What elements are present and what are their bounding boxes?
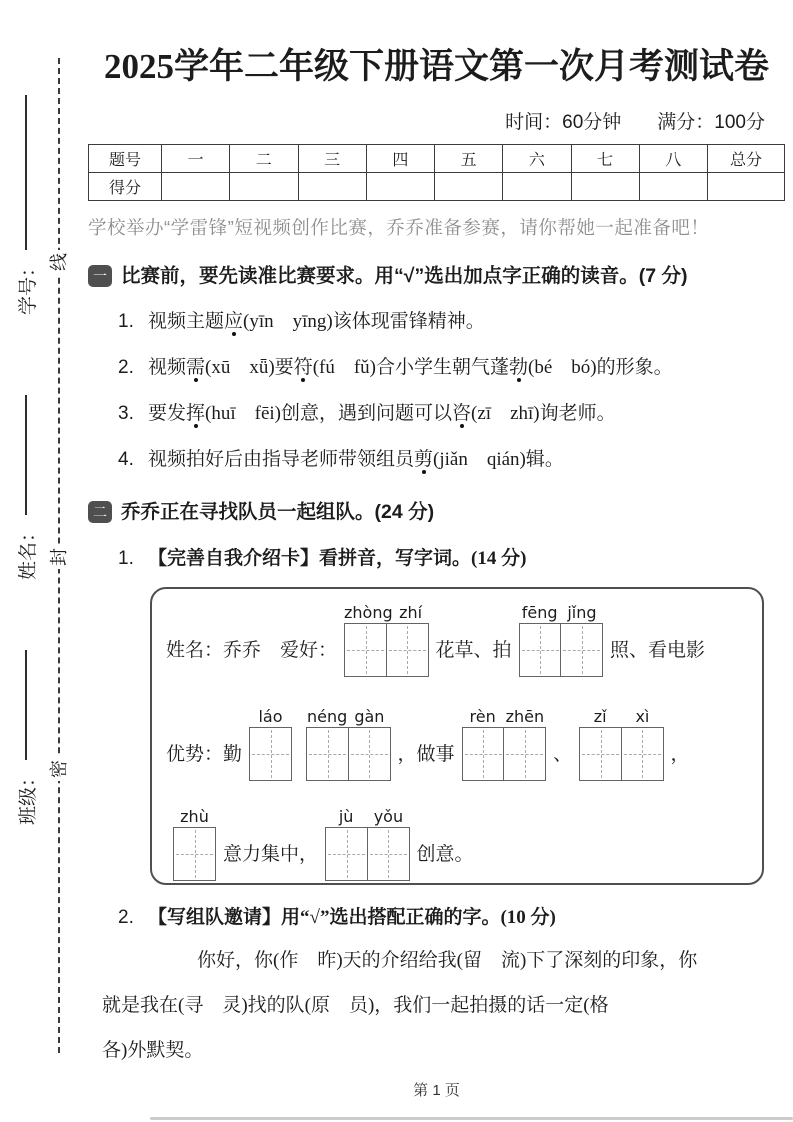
card-text: ，做事 [397, 744, 455, 766]
score-cell[interactable] [503, 173, 571, 201]
student-class-label: 班级： [17, 767, 39, 825]
exam-meta [88, 107, 785, 134]
writing-cell[interactable] [386, 623, 429, 677]
score-table-col: 总分 [708, 145, 785, 173]
card-text: 创意。 [416, 844, 474, 866]
pinyin-row [173, 805, 216, 827]
writing-box-group [462, 705, 547, 781]
score-cell[interactable] [230, 173, 298, 201]
score-table-col: 四 [366, 145, 434, 173]
writing-cells [249, 727, 292, 781]
score-table-corner: 题号 [89, 145, 162, 173]
writing-cells [462, 727, 547, 781]
text-segment: (fú fǔ)合小学生朝气蓬 [312, 357, 510, 379]
pinyin-label: jù [338, 807, 354, 827]
student-id-blank[interactable] [25, 95, 27, 250]
text-segment: 视频主题 [148, 311, 225, 333]
score-table-col: 一 [162, 145, 230, 173]
student-class-group [13, 650, 39, 825]
text-segment: 视频拍好后由指导老师带领组员 [148, 449, 415, 471]
pinyin-label: yǒu [373, 807, 404, 827]
sub-question-2-title [148, 905, 556, 932]
writing-box-group [306, 705, 391, 781]
section-1-items [88, 309, 785, 474]
card-row [166, 705, 748, 781]
question-number: 2. [118, 357, 134, 379]
score-cell[interactable] [571, 173, 639, 201]
pinyin-label: zhòng [344, 603, 393, 623]
text-segment: (zī zhī)询老师。 [471, 403, 616, 425]
score-header-row [89, 145, 785, 173]
question-item [118, 309, 785, 336]
writing-cells [306, 727, 391, 781]
score-table-col: 六 [503, 145, 571, 173]
pinyin-label: zǐ [593, 707, 607, 727]
section-1-header [88, 262, 785, 290]
pinyin-row [519, 601, 604, 623]
text-segment: (yīn yīng)该体现雷锋精神。 [243, 311, 485, 333]
writing-cells [579, 727, 664, 781]
score-table-col: 二 [230, 145, 298, 173]
pinyin-label: néng [307, 707, 348, 727]
card-text: 意力集中， [223, 844, 319, 866]
card-text: ， [670, 744, 690, 766]
student-id-group [13, 95, 39, 315]
writing-box-group [344, 601, 429, 677]
pinyin-row [325, 805, 410, 827]
writing-cells [519, 623, 604, 677]
dotted-char: 需 [186, 357, 206, 379]
student-class-blank[interactable] [25, 650, 27, 760]
pinyin-row [249, 705, 292, 727]
writing-box-group [519, 601, 604, 677]
text-segment: 【写组队邀请】 [148, 907, 282, 929]
sub-question-2 [118, 905, 785, 932]
section-1-badge: 一 [88, 265, 112, 287]
writing-cells [325, 827, 410, 881]
score-table-col: 三 [298, 145, 366, 173]
dotted-char: 咨 [452, 403, 472, 425]
writing-cells [173, 827, 216, 881]
writing-cell[interactable] [348, 727, 391, 781]
writing-cell[interactable] [367, 827, 410, 881]
score-table [88, 144, 785, 201]
score-table-col: 八 [639, 145, 707, 173]
student-id-label: 学号： [17, 257, 39, 315]
writing-box-group [173, 805, 216, 881]
score-body-row [89, 173, 785, 201]
pinyin-label: xì [635, 707, 650, 727]
exam-full-score: 满分：100分 [657, 112, 765, 133]
score-table-col: 七 [571, 145, 639, 173]
text-segment: (bé bó)的形象。 [528, 357, 673, 379]
card-row [166, 805, 748, 881]
sub-question-1 [118, 546, 785, 573]
page-title: 2025学年二年级下册语文第一次月考测试卷 [103, 47, 769, 86]
section-1-title: 比赛前，要先读准比赛要求。用“√”选出加点字正确的读音。(7 分) [121, 265, 688, 287]
dotted-char: 应 [224, 311, 244, 333]
pinyin-row [306, 705, 391, 727]
pinyin-label: jǐng [567, 603, 597, 623]
score-cell[interactable] [366, 173, 434, 201]
score-cell[interactable] [162, 173, 230, 201]
dotted-char: 符 [293, 357, 313, 379]
dotted-char: 剪 [414, 449, 434, 471]
pinyin-label: láo [258, 707, 283, 727]
pinyin-row [344, 601, 429, 623]
writing-cell[interactable] [519, 623, 562, 677]
writing-cell[interactable] [306, 727, 349, 781]
text-segment: (huī fēi)创意，遇到问题可以 [205, 403, 453, 425]
question-text [148, 309, 485, 336]
pinyin-label: zhù [180, 807, 209, 827]
writing-cell[interactable] [503, 727, 546, 781]
writing-cell[interactable] [249, 727, 292, 781]
writing-cell[interactable] [325, 827, 368, 881]
next-page-edge [150, 1117, 793, 1120]
text-segment: 视频 [148, 357, 187, 379]
writing-cell[interactable] [173, 827, 216, 881]
pinyin-label: rèn [469, 707, 496, 727]
paragraph-line: 各)外默契。 [102, 1040, 204, 1062]
question-number: 1. [118, 311, 134, 333]
sub-question-2-number: 2. [118, 907, 134, 929]
writing-box-group [579, 705, 664, 781]
section-2-title: 乔乔正在寻找队员一起组队。(24 分) [121, 501, 435, 524]
invitation-paragraph [102, 938, 770, 1073]
section-2-badge: 二 [88, 501, 112, 523]
text-segment: 用“√”选出搭配正确的字。(10 分) [281, 907, 556, 929]
question-item [118, 447, 785, 474]
dotted-char: 勃 [509, 357, 529, 379]
card-text: 花草、拍 [435, 640, 512, 662]
seal-word-mi: 密 [46, 757, 70, 781]
question-text [148, 447, 564, 474]
self-intro-card [150, 587, 764, 885]
card-text: 优势：勤 [166, 744, 243, 766]
writing-cells [344, 623, 429, 677]
writing-cell[interactable] [579, 727, 622, 781]
scenario-intro: 学校举办“学雷锋”短视频创作比赛，乔乔准备参赛，请你帮她一起准备吧！ [88, 217, 710, 238]
writing-cell[interactable] [462, 727, 505, 781]
text-segment: (xū xǖ)要 [205, 357, 294, 379]
question-item [118, 355, 785, 382]
pinyin-label: fēng [521, 603, 558, 623]
question-item [118, 401, 785, 428]
score-cell[interactable] [298, 173, 366, 201]
question-text [148, 355, 673, 382]
pinyin-row [579, 705, 664, 727]
paragraph-line: 就是我在(寻 灵)找的队(原 员)，我们一起拍摄的话一定(格 [102, 995, 609, 1017]
pinyin-row [462, 705, 547, 727]
exam-time: 时间：60分钟 [505, 112, 622, 133]
card-row [166, 601, 748, 677]
pinyin-label: zhēn [505, 707, 545, 727]
student-name-label: 姓名： [17, 522, 39, 580]
score-table-col: 五 [435, 145, 503, 173]
question-number: 4. [118, 449, 134, 471]
writing-box-group [325, 805, 410, 881]
writing-cell[interactable] [344, 623, 387, 677]
pinyin-label: zhí [399, 603, 423, 623]
dotted-char: 挥 [186, 403, 206, 425]
sub-question-1-number: 1. [118, 548, 134, 570]
score-row-label: 得分 [89, 173, 162, 201]
pinyin-label: gàn [354, 707, 385, 727]
student-name-blank[interactable] [25, 395, 27, 515]
text-segment: 要发 [148, 403, 187, 425]
question-number: 3. [118, 403, 134, 425]
text-segment: 【完善自我介绍卡】 [148, 548, 320, 570]
page-number: 第 1 页 [413, 1082, 460, 1100]
section-2-header [88, 498, 785, 526]
student-name-group [13, 395, 39, 580]
writing-box-group [249, 705, 292, 781]
seal-word-feng: 封 [46, 545, 70, 569]
seal-word-xian: 线 [46, 250, 70, 274]
score-cell[interactable] [708, 173, 785, 201]
text-segment: 看拼音，写字词。(14 分) [319, 548, 527, 570]
card-text: 姓名：乔乔 爱好： [166, 640, 338, 662]
question-text [148, 401, 616, 428]
paragraph-line: 你好，你(作 昨)天的介绍给我(留 流)下了深刻的印象，你 [197, 950, 698, 972]
writing-cell[interactable] [621, 727, 664, 781]
score-cell[interactable] [639, 173, 707, 201]
card-text: 照、看电影 [610, 640, 706, 662]
score-cell[interactable] [435, 173, 503, 201]
exam-page [88, 0, 785, 1100]
text-segment: (jiǎn qián)辑。 [433, 449, 564, 471]
sub-question-1-title [148, 546, 526, 573]
card-text: 、 [553, 744, 573, 766]
writing-cell[interactable] [560, 623, 603, 677]
